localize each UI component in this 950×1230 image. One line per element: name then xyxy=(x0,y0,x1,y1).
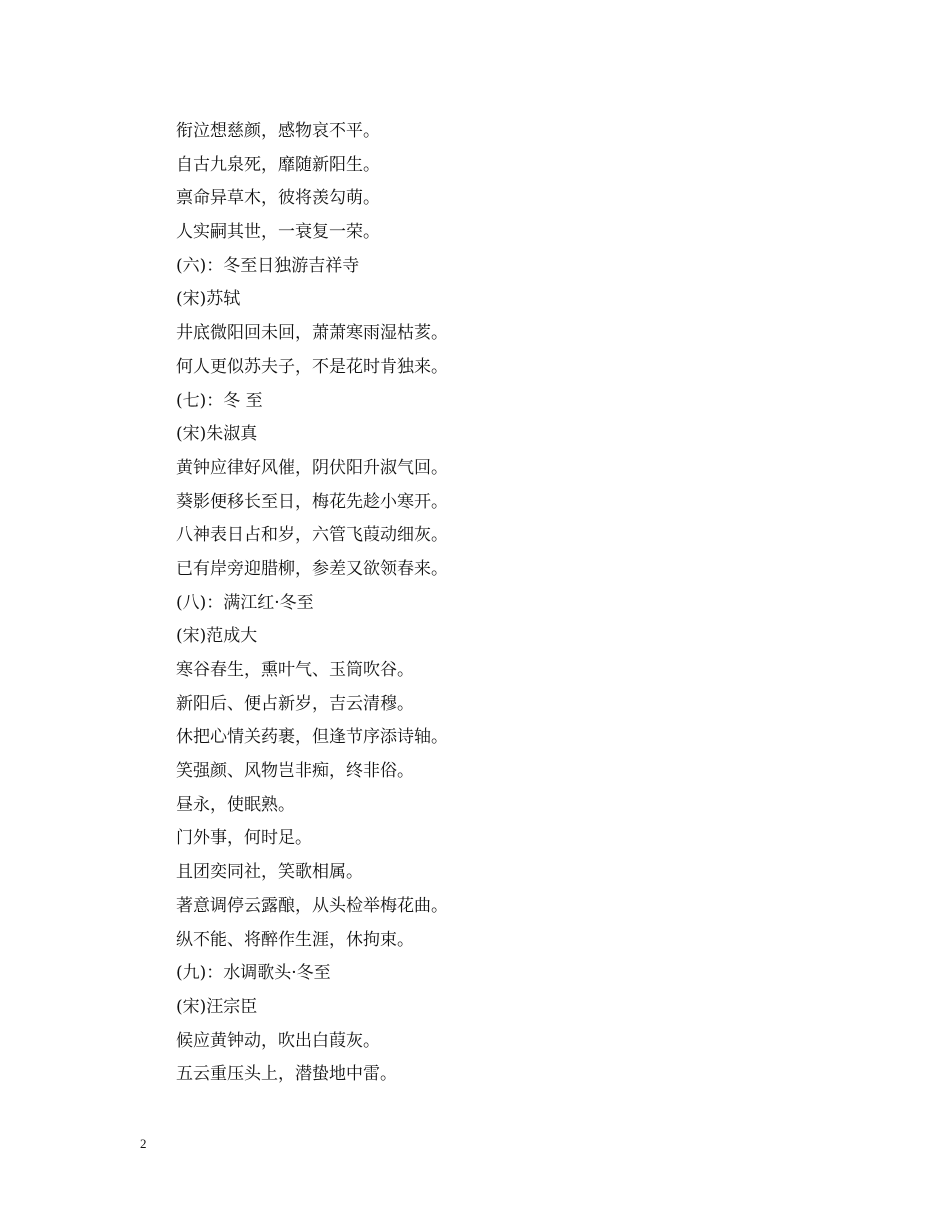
text-line: 著意调停云露酿，从头检举梅花曲。 xyxy=(176,895,448,916)
text-line: 自古九泉死，靡随新阳生。 xyxy=(176,154,380,175)
text-line: 新阳后、便占新岁，吉云清穆。 xyxy=(176,693,414,714)
text-line: 已有岸旁迎腊柳，参差又欲领春来。 xyxy=(176,558,448,579)
text-line: 井底微阳回未回，萧萧寒雨湿枯荄。 xyxy=(176,323,448,344)
text-line: 且团奕同社，笑歌相属。 xyxy=(176,862,363,883)
section-heading: (八)：满江红·冬至 xyxy=(176,592,314,613)
text-line: 禀命异草木，彼将羡勾萌。 xyxy=(176,188,380,209)
text-line: 昼永，使眠熟。 xyxy=(176,794,295,815)
text-line: 何人更似苏夫子，不是花时肯独来。 xyxy=(176,356,448,377)
text-line: 寒谷春生，熏叶气、玉筒吹谷。 xyxy=(176,660,414,680)
author-line: (宋)汪宗臣 xyxy=(176,996,258,1017)
text-line: 衔泣想慈颜，感物哀不平。 xyxy=(176,121,380,141)
page-number: 2 xyxy=(140,1136,147,1151)
text-line: 八神表日占和岁，六管飞葭动细灰。 xyxy=(176,525,448,546)
author-line: (宋)朱淑真 xyxy=(176,424,258,445)
text-line: 五云重压头上，潜蛰地中雷。 xyxy=(176,1064,397,1085)
text-line: 休把心情关药裹，但逢节序添诗轴。 xyxy=(176,727,448,748)
text-line: 纵不能、将醉作生涯，休拘束。 xyxy=(176,929,414,950)
section-heading: (九)：水调歌头·冬至 xyxy=(176,963,331,984)
section-heading: (六)：冬至日独游吉祥寺 xyxy=(176,255,360,276)
author-line: (宋)苏轼 xyxy=(176,289,241,310)
text-line: 葵影便移长至日，梅花先趁小寒开。 xyxy=(176,491,448,512)
section-heading: (七)：冬 至 xyxy=(176,390,263,411)
text-line: 门外事，何时足。 xyxy=(176,828,312,849)
author-line: (宋)范成大 xyxy=(176,626,258,647)
text-line: 候应黄钟动，吹出白葭灰。 xyxy=(176,1030,380,1051)
text-line: 黄钟应律好风催，阴伏阳升淑气回。 xyxy=(176,457,448,478)
text-line: 人实嗣其世，一衰复一荣。 xyxy=(176,222,380,243)
text-line: 笑强颜、风物岂非痴，终非俗。 xyxy=(176,761,414,782)
poem-text-block xyxy=(176,115,876,1092)
